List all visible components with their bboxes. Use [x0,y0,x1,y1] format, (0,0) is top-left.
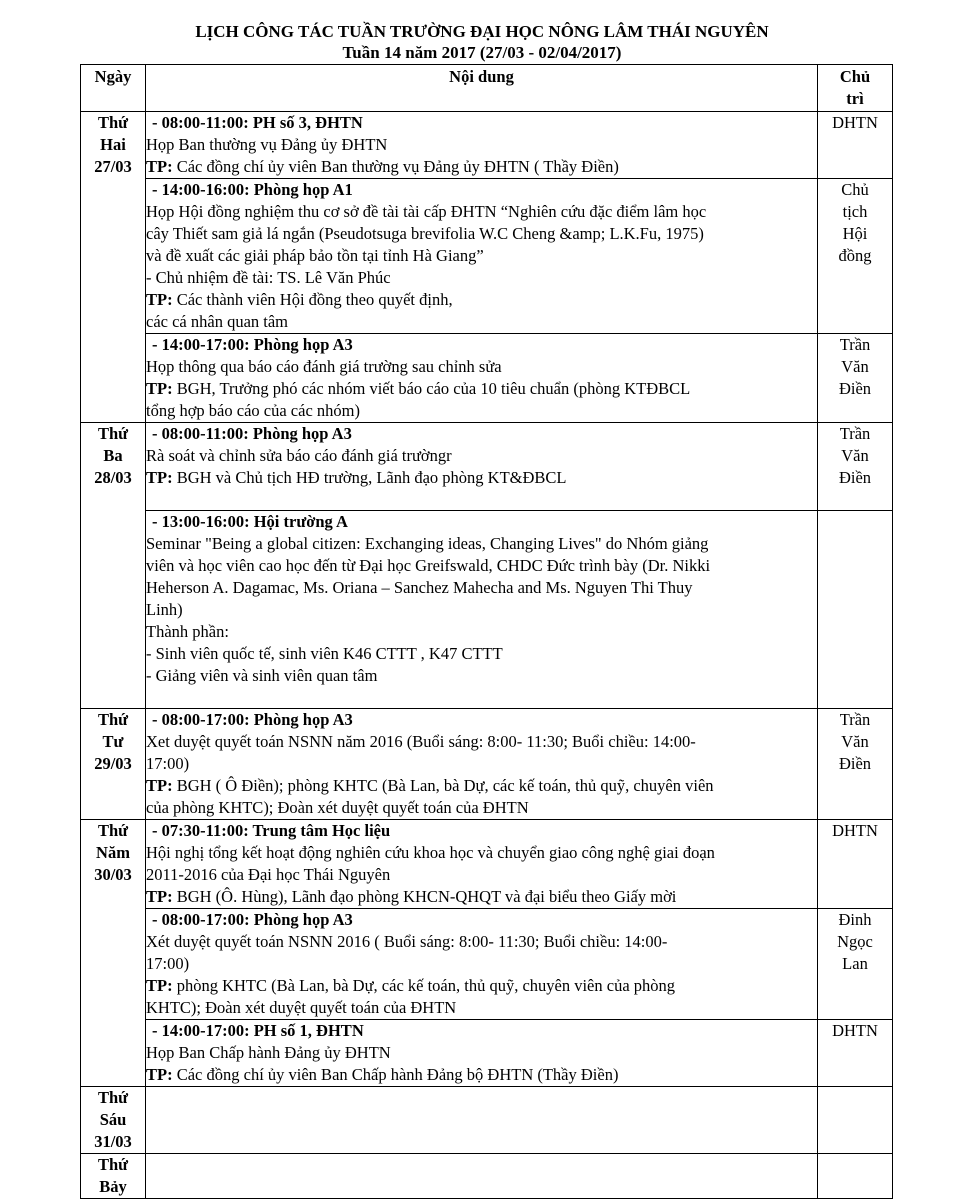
day-label-line: Thứ [97,424,129,443]
host-name-line: Văn [841,357,869,376]
event-host-cell [818,179,893,334]
participants-label: TP: [146,379,173,398]
event-text-line [146,1064,817,1086]
event-text: - Chủ nhiệm đề tài: TS. Lê Văn Phúc [146,268,391,287]
event-text: Hội nghị tổng kết hoạt động nghiên cứu khoa học và chuyển giao công nghệ giai đoạn [146,843,715,862]
day-label-line: Sáu [99,1110,127,1129]
host-name-line: DHTN [832,113,878,132]
page-subtitle: Tuần 14 năm 2017 (27/03 - 02/04/2017) [342,43,622,62]
day-label-line: Thứ [97,1088,129,1107]
event-time-place: - 14:00-17:00: PH số 1, ĐHTN [152,1021,364,1040]
table-row [81,423,893,511]
host-name-line: Chủ [841,180,869,199]
day-cell [81,1087,146,1154]
event-time-place: - 13:00-16:00: Hội trường A [152,512,348,531]
table-row [81,179,893,334]
day-label-line: Thứ [97,113,129,132]
event-text: phòng KHTC (Bà Lan, bà Dự, các kế toán, thủ quỹ, chuyên viên của phòng [172,976,676,995]
event-content-cell [146,909,818,1020]
event-text-line [146,400,817,422]
table-row [81,1020,893,1087]
table-row [81,820,893,909]
event-text-line [146,1042,817,1064]
event-text: 17:00) [146,754,190,773]
event-host-cell [818,1020,893,1087]
event-text-line [146,931,817,953]
day-label-line: Hai [100,135,126,154]
event-text-line [146,599,817,621]
participants-label: TP: [146,468,173,487]
day-label-line: 30/03 [94,865,132,884]
event-text: Các đồng chí ủy viên Ban thường vụ Đảng ủy ĐHTN ( Thầy Điền) [172,157,619,176]
event-time-place: - 08:00-17:00: Phòng họp A3 [152,910,353,929]
event-text: Họp Ban thường vụ Đảng ủy ĐHTN [146,135,388,154]
table-row [81,709,893,820]
event-text: 2011-2016 của Đại học Thái Nguyên [146,865,391,884]
event-text-line [146,467,817,489]
event-time-place: - 14:00-16:00: Phòng họp A1 [152,180,353,199]
event-text: - Giảng viên và sinh viên quan tâm [146,666,378,685]
day-label-line: Tư [102,732,124,751]
table-row [81,511,893,709]
event-text: - Sinh viên quốc tế, sinh viên K46 CTTT , K47 CTTT [146,644,503,663]
host-name-line: DHTN [832,1021,878,1040]
host-name-line: Hội [842,224,868,243]
event-text: Thành phần: [146,622,229,641]
host-name-line: Đinh [838,910,872,929]
event-text-line [146,134,817,156]
event-text-line [146,577,817,599]
event-text-line [146,245,817,267]
event-content-cell [146,334,818,423]
column-header-host-line: Chủ [839,67,871,86]
event-text: Các thành viên Hội đồng theo quyết định, [172,290,453,309]
event-text: Các đồng chí ủy viên Ban Chấp hành Đảng bộ ĐHTN (Thầy Điền) [172,1065,619,1084]
column-header-host [818,65,893,112]
event-text-line [146,665,817,687]
day-cell [81,820,146,1087]
event-text-line [146,731,817,753]
event-text-line [146,643,817,665]
event-text-line [146,533,817,555]
schedule-table [80,64,893,1199]
event-text: BGH (Ô. Hùng), Lãnh đạo phòng KHCN-QHQT và đại biểu theo Giấy mời [172,887,677,906]
day-cell [81,709,146,820]
event-text: tổng hợp báo cáo của các nhóm) [146,401,360,420]
event-text-line [146,886,817,908]
table-header-row [81,65,893,112]
event-text-line [146,201,817,223]
event-content-cell [146,179,818,334]
participants-label: TP: [146,157,173,176]
day-label-line: Ba [103,446,123,465]
event-text-line [146,975,817,997]
event-text-line [146,953,817,975]
event-host-cell [818,909,893,1020]
event-text-line [146,864,817,886]
event-time-place: - 14:00-17:00: Phòng họp A3 [152,335,353,354]
event-content-cell [146,423,818,511]
event-content-cell [146,820,818,909]
day-label-line: 29/03 [94,754,132,773]
host-name-line: Văn [841,446,869,465]
event-text-line [146,356,817,378]
table-row [81,1154,893,1199]
event-host-cell [818,1154,893,1199]
event-content-cell [146,1020,818,1087]
event-content-cell [146,511,818,709]
host-name-line: Trần [839,710,871,729]
table-row [81,909,893,1020]
event-time-place: - 07:30-11:00: Trung tâm Học liệu [152,821,391,840]
schedule-body [81,112,893,1199]
event-text-line [146,621,817,643]
host-name-line: Lan [842,954,868,973]
event-content-cell [146,1154,818,1199]
event-host-cell [818,334,893,423]
event-text-line [146,378,817,400]
event-host-cell [818,709,893,820]
column-header-host-line: trì [846,89,864,108]
event-host-cell [818,511,893,709]
event-content-cell [146,1087,818,1154]
event-text: Heherson A. Dagamac, Ms. Oriana – Sanchez Mahecha and Ms. Nguyen Thi Thuy [146,578,693,597]
host-name-line: Trần [839,424,871,443]
event-text-line [146,997,817,1019]
event-text: các cá nhân quan tâm [146,312,289,331]
event-time-place: - 08:00-11:00: PH số 3, ĐHTN [152,113,363,132]
host-name-line: đồng [838,246,872,265]
event-text: Họp Hội đồng nghiệm thu cơ sở đề tài tài cấp ĐHTN “Nghiên cứu đặc điểm lâm học [146,202,707,221]
host-name-line: tịch [842,202,868,221]
event-text: BGH, Trưởng phó các nhóm viết báo cáo của 10 tiêu chuẩn (phòng KTĐBCL [172,379,691,398]
event-text-line [146,842,817,864]
event-content-cell [146,709,818,820]
event-content-cell [146,112,818,179]
event-text: Xet duyệt quyết toán NSNN năm 2016 (Buổi sáng: 8:00- 11:30; Buổi chiều: 14:00- [146,732,696,751]
event-text: Linh) [146,600,183,619]
day-label-line: Thứ [97,710,129,729]
page-title: LỊCH CÔNG TÁC TUẦN TRƯỜNG ĐẠI HỌC NÔNG LÂM THÁI NGUYÊN [195,22,769,41]
table-row [81,334,893,423]
event-text: Họp thông qua báo cáo đánh giá trường sau chỉnh sửa [146,357,502,376]
day-cell [81,1154,146,1199]
host-name-line: Điền [838,468,872,487]
column-header-content: Nội dung [146,65,818,112]
event-text: 17:00) [146,954,190,973]
event-text: viên và học viên cao học đến từ Đại học Greifswald, CHDC Đức trình bày (Dr. Nikki [146,556,711,575]
event-text: BGH ( Ô Điền); phòng KHTC (Bà Lan, bà Dự, các kế toán, thủ quỹ, chuyên viên [172,776,714,795]
event-text: Họp Ban Chấp hành Đảng ủy ĐHTN [146,1043,391,1062]
participants-label: TP: [146,887,173,906]
event-text: Rà soát và chỉnh sửa báo cáo đánh giá trườngr [146,446,452,465]
day-cell [81,423,146,709]
event-host-cell [818,820,893,909]
day-label-line: 27/03 [94,157,132,176]
event-text-line [146,223,817,245]
event-text: Seminar "Being a global citizen: Exchanging ideas, Changing Lives" do Nhóm giảng [146,534,709,553]
event-text: cây Thiết sam giả lá ngắn (Pseudotsuga brevifolia W.C Cheng &amp; L.K.Fu, 1975) [146,224,704,243]
host-name-line: DHTN [832,821,878,840]
table-row [81,1087,893,1154]
event-text-line [146,289,817,311]
event-time-place: - 08:00-11:00: Phòng họp A3 [152,424,352,443]
host-name-line: Ngọc [837,932,873,951]
day-cell [81,112,146,423]
participants-label: TP: [146,290,173,309]
host-name-line: Trần [839,335,871,354]
host-name-line: Văn [841,732,869,751]
table-row [81,112,893,179]
event-text: BGH và Chủ tịch HĐ trường, Lãnh đạo phòng KT&ĐBCL [172,468,567,487]
day-label-line: Bảy [99,1177,127,1196]
day-label-line: Năm [96,843,130,862]
participants-label: TP: [146,976,173,995]
host-name-line: Điền [838,754,872,773]
event-text-line [146,797,817,819]
event-text-line [146,555,817,577]
day-label-line: Thứ [97,1155,129,1174]
participants-label: TP: [146,1065,173,1084]
event-text: Xét duyệt quyết toán NSNN 2016 ( Buổi sáng: 8:00- 11:30; Buổi chiều: 14:00- [146,932,668,951]
participants-label: TP: [146,776,173,795]
event-host-cell [818,112,893,179]
event-text-line [146,267,817,289]
event-text-line [146,311,817,333]
event-host-cell [818,1087,893,1154]
column-header-day: Ngày [81,65,146,112]
event-text: của phòng KHTC); Đoàn xét duyệt quyết toán của ĐHTN [146,798,529,817]
event-host-cell [818,423,893,511]
event-text-line [146,156,817,178]
event-text: KHTC); Đoàn xét duyệt quyết toán của ĐHTN [146,998,457,1017]
day-label-line: 28/03 [94,468,132,487]
day-label-line: Thứ [97,821,129,840]
host-name-line: Điền [838,379,872,398]
event-text-line [146,445,817,467]
event-time-place: - 08:00-17:00: Phòng họp A3 [152,710,353,729]
day-label-line: 31/03 [94,1132,132,1151]
event-text-line [146,753,817,775]
event-text: và đề xuất các giải pháp bảo tồn tại tỉnh Hà Giang” [146,246,484,265]
event-text-line [146,775,817,797]
